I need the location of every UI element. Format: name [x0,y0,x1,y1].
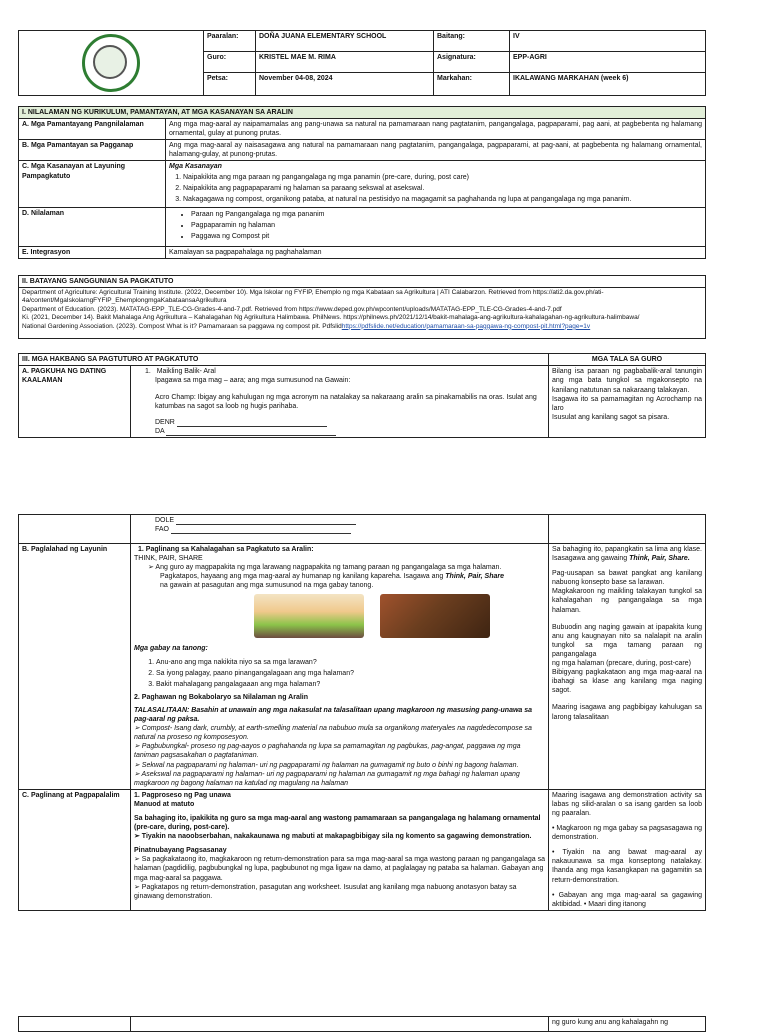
planting-seedling-image [380,594,490,638]
step-b-heading1: 1. Paglinang sa Kahalagahan sa Pagkatuto sa Aralin: [138,546,314,553]
row-e-label: E. Integrasyon [19,246,166,258]
tps-label: THINK, PAIR, SHARE [134,555,203,563]
images-row [254,594,545,638]
step-c-heading1: 1. Pagproseso ng Pag unawa [134,791,231,799]
petsa-value: November 04-08, 2024 [256,73,434,96]
baitang-value: IV [510,31,706,52]
step-b-p1: ➢ Ang guro ay magpapakita ng mga larawang nagpapakita ng tamang paraan ng pangangalaga sa mga halaman. [148,564,502,572]
notes-title: MGA TALA SA GURO [549,354,706,366]
page3-content-cell [131,1017,549,1032]
page-2 [18,514,706,911]
acronym-lines [131,515,549,544]
nilalaman-item: • Paggawa ng Compost pit [191,232,702,241]
denr-line: DENR [145,418,545,427]
reference-item: Department of Agriculture: Agricultural Training Institute. (2022, December 10). Mga Iskolar ng FYFIP, Ehemplo ng mga Kabataan sa Agrikultura | ATI Calabarzon. Retrieved from https://ati2.da.gov.ph/ati-4a/content/MgaIskolarngFYFIP_EhemplongmgaKabataansaAgrikultura [22,289,604,305]
page3-table [18,1016,706,1032]
step-a-text1: Ipagawa sa mga mag – aara; ang mga sumusunod na Gawain: [155,377,351,385]
logo-cell [19,31,204,96]
reference-item: Ki. (2021, December 14). Bakit Mahalaga Ang Agrikultura – Kahalagahan Ng Agrikultura Halimbawa. PhilNews. https://philnews.ph/2021/12/14/bakit-mahalaga-ang-agrikultura-kahalagahan-ng-agrikultura-halimbawa/ [22,314,640,322]
step-c-content [131,789,549,910]
paaralan-value: DOÑA JUANA ELEMENTARY SCHOOL [256,31,434,52]
vocab-item: ➢ Compost- Isang dark, crumbly, at earth-smelling material na nabubuo mula sa organikong materyales na nagdedecompose sa natural na proseso ng komposesyon. [134,725,532,742]
section3-title: III. MGA HAKBANG SA PAGTUTURO AT PAGKATUTO [19,354,549,366]
asignatura-label: Asignatura: [434,52,510,73]
kasanayan-item: 3. Nakagagawa ng compost, organikong pataba, at natural na pestisidyo na magagamit sa paghahanda ng lupa at pangangalaga ng mga pananim. [183,195,702,204]
dole-line: DOLE [155,516,545,525]
step-c-note4: • Gabayan ang mga mag-aaral sa gagawing aktibidad. • Maari ding itanong [552,891,702,908]
gabay-question: 2. Sa iyong palagay, paano pinangangalagaan ang mga halaman? [156,669,545,678]
step-b-note1: Sa bahaging ito, papangkatin sa lima ang klase. Isasagawa ang gawaing Think, Pair, Share. [552,546,702,563]
step-b-note3: Bubuodin ang naging gawain at ipapakita kung anu ang kaugnayan nito sa nalalapit na aralin tungkol sa mga tamang paraan ng pangangalaga ng mga halaman (precare, during, post-care) Bibigyang pagkakataon ang mga mag-aaral na ibahagi sa klase ang kanilang mga naging sagot. [552,623,702,695]
section3-table [18,353,706,438]
school-logo [82,34,140,92]
nilalaman-item: • Pagpaparamin ng halaman [191,221,702,230]
vocab-item: ➢ Sekwal na pagpaparami ng halaman- uri ng pagpaparami ng halaman na gumagamit ng buto o binhi ng bagong halaman. [134,761,519,769]
gabay-title: Mga gabay na tanong: [134,645,208,653]
markahan-value: IKALAWANG MARKAHAN (week 6) [510,73,706,96]
step-b-heading2: 2. Paghawan ng Bokabolaryo sa Nilalaman ng Aralin [134,693,309,701]
step-b-p3: na gawain at pasagutan ang mga sumusunod na mga gabay tanong. [160,582,374,590]
step-c-p3: ➢ Sa pagkakataong ito, magkakaroon ng return-demonstration para sa mga mag-aaral sa mga wastong paraan ng pangangalaga sa halaman (pagdidilig, pagbubungkal ng lupa, pagbubunot ng mga ligaw na damo, at paglalagay ng pataba sa halaman. Gabayan ang mga mag-aaral sa paggawa. [134,856,545,882]
header-table [18,30,706,96]
fao-line: FAO [155,525,545,534]
row-c-content [166,161,706,207]
kasanayan-item: 2. Naipakikita ang pagpapaparami ng halaman sa paraang sekswal at asekswal. [183,184,702,193]
section1-table [18,106,706,259]
reference-item: National Gardening Association. (2023). Compost What is it? Pamamaraan sa paggawa ng compost pit. Pdfslidhttps://pdfslide.net/education/pamamaraan-sa-paggawa-ng-compost-pit.html?page=1v [22,322,591,330]
section2-table [18,275,706,339]
step-a-item: 1. Maikling Balik- Aral [145,368,216,376]
step-c-p4: ➢ Pagkatapos ng return-demonstration, pasagutan ang worksheet. Isusulat ang kanilang mga nabuong anotasyon batay sa ginawang demonstration. [134,883,517,900]
kasanayan-subtitle: Mga Kasanayan [169,163,222,171]
step-c-notes [549,789,706,910]
row-d-content [166,207,706,246]
paaralan-label: Paaralan: [204,31,256,52]
step-b-label: B. Paglalahad ng Layunin [19,544,131,790]
gabay-question: 3. Bakit mahalagang pangalagaaan ang mga halaman? [156,680,545,689]
row-a-label: A. Mga Pamantayang Pangnilalaman [19,119,166,140]
page3-label-cell [19,1017,131,1032]
empty-note-cell [549,515,706,544]
nilalaman-item: • Paraan ng Pangangalaga ng mga pananim [191,210,702,219]
vocab-item: ➢ Pagbubungkal- proseso ng pag-aayos o paghahanda ng lupa sa pamamagitan ng pagbukas, pag-angat, paggawa ng mga taniman pagsasakahan o pagtataniman. [134,743,521,760]
step-c-note2: • Magkaroon ng mga gabay sa pagsasagawa ng demonstration. [552,825,702,842]
page-1 [18,30,706,438]
section2-title: II. BATAYANG SANGGUNIAN SA PAGKATUTO [19,275,706,287]
page3-note: ng guro kung anu ang kahalagahn ng [549,1017,706,1032]
row-b-label: B. Mga Pamantayan sa Pagganap [19,140,166,161]
da-line: DA [145,427,545,436]
step-b-p2: Pagkatapos, hayaang ang mga mag-aaral ay humanap ng kanilang kapareha. Isagawa ang Think, Pair, Share [160,573,505,581]
reference-link[interactable]: https://pdfslide.net/education/pamamaraan-sa-paggawa-ng-compost-pit.html?page=1v [341,322,591,330]
asignatura-value: EPP-AGRI [510,52,706,73]
guro-label: Guro: [204,52,256,73]
step-a-note: Bilang isa paraan ng pagbabalik-aral tanungin ang mga bata tungkol sa mgakonsepto na kanilang natutunan sa nakaraang talakayan. Isagawa ito sa pamamagitan ng Acrochamp na laro Isusulat ang kanilang sagot sa pisara. [549,366,706,438]
section1-title: I. NILALAMAN NG KURIKULUM, PAMANTAYAN, AT MGA KASANAYAN SA ARALIN [19,107,706,119]
step-c-note1: Maaring isagawa ang demonstration activity sa labas ng silid-aralan o sa isang garden sa loob ng paaralan. [552,791,702,817]
vocab-item: ➢ Asekswal na pagpaparami ng halaman- uri ng pagpaparami ng halaman na gumagamit ng mga bahagi ng halaman upang magkaroon ng bagong halaman na katulad ng magulang na halaman [134,770,520,787]
row-e-text: Kamalayan sa pagpapahalaga ng paghahalaman [166,246,706,258]
row-c-label: C. Mga Kasanayan at Layuning Pampagkatuto [19,161,166,207]
step-b-content [131,544,549,790]
step-a-text2: Acro Champ: Ibigay ang kahulugan ng mga acronym na natalakay sa nakaraang aralin sa pinakamabilis na oras. Isulat ang katumbas na sagot sa loob ng hugis parihaba. [155,393,537,410]
page-3-start [18,1016,706,1032]
baitang-label: Baitang: [434,31,510,52]
empty-label-cell [19,515,131,544]
step-c-p1: Sa bahaging ito, ipakikita ng guro sa mga mag-aaral ang wastong pamamaraan sa pangangalaga ng halamang ornamental (pre-care, during, post-care). [134,814,541,832]
gabay-question: 1. Anu-ano ang mga nakikita niyo sa sa mga larawan? [156,658,545,667]
kasanayan-item: 1. Naipakikita ang mga paraan ng pangangalaga ng mga panamin (pre-care, during, post care) [183,173,702,182]
step-c-heading1b: Manuod at matuto [134,800,195,808]
row-d-label: D. Nilalaman [19,207,166,246]
step-a-content [131,366,549,438]
step-b-notes [549,544,706,790]
step-c-note3: • Tiyakin na ang bawat mag-aaral ay nakauunawa sa mga konseptong natalakay. Ihanda ang mga kasangkapan na gagamitin sa return-demonstration. [552,849,702,884]
references-cell [19,288,706,339]
step-c-label: C. Paglinang at Pagpapalalim [19,789,131,910]
guro-value: KRISTEL MAE M. RIMA [256,52,434,73]
markahan-label: Markahan: [434,73,510,96]
section3-continued-table [18,514,706,911]
girl-watering-plant-image [254,594,364,638]
row-a-text: Ang mga mag-aaral ay naipamamalas ang pang-unawa sa natural na pamamaraan nang pagtatanim, pangangalaga, pagpaparami, pag aani, at pagbebenta ng halamang ornamental, gulay at punong prutas. [166,119,706,140]
step-c-heading2: Pinatnubayang Pagsasanay [134,847,227,855]
step-b-note2: Pag-uusapan sa bawat pangkat ang kanilang nabuong konsepto base sa larawan. Magkakaroon ng maikling talakayan tungkol sa kahalagahan ng pangangalaga sa mga halaman. [552,570,702,614]
reference-item: Department of Education. (2023). MATATAG-EPP_TLE-CG-Grades-4-and-7.pdf. Retrieved from https://www.deped.gov.ph/wpcontent/uploads/MATATAG-EPP_TLE-CG-Grades-4-and-7.pdf [22,305,562,313]
petsa-label: Petsa: [204,73,256,96]
talasalitaan-intro: TALASALITAAN: Basahin at unawain ang mga nakasulat na talasalitaan upang magkaroon ng masusing pang-unawa sa pag-aaral ng paksa. [134,706,533,724]
step-c-p2: ➢ Tiyakin na naoobserbahan, nakakaunawa ng mabuti at makapagbibigay sila ng komento sa gagawing demonstration. [134,833,532,841]
row-b-text: Ang mga mag-aaral ay naisasagawa ang natural na pamamaraan nang pagtatanim, pangangalaga, pagpaparami, at pag-aani, at pagbebenta ng halamang ornamental, halamang-gulay, at punong-prutas. [166,140,706,161]
step-b-note4: Maaring isagawa ang pagbibigay kahulugan sa larong talasalitaan [552,704,702,721]
step-a-label: A. PAGKUHA NG DATING KAALAMAN [19,366,131,438]
